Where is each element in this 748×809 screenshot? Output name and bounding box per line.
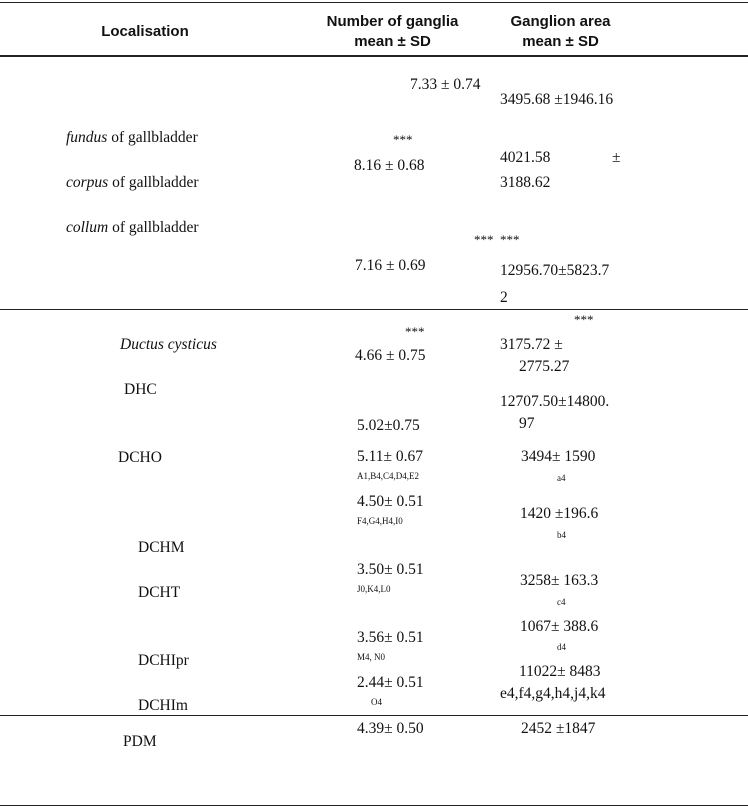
pdm-num: 4.39± 0.50 (357, 720, 424, 737)
dchm-num: 4.50± 0.51 (357, 493, 424, 510)
label-pdm: PDM (123, 733, 157, 750)
gallbladder-num-1: 7.33 ± 0.74 (410, 76, 481, 93)
header-localisation: Localisation (101, 23, 189, 40)
label-collum: collum of gallbladder (66, 219, 199, 236)
cysticus-num: 4.66 ± 0.75 (355, 347, 426, 364)
gallbladder-area-1: 3495.68 ±1946.16 (500, 91, 614, 108)
label-dchipr: DCHIpr (138, 652, 189, 669)
dcho-area-sup: a4 (557, 473, 566, 483)
label-dchm: DCHM (138, 539, 185, 556)
label-dcht: DCHT (138, 584, 181, 601)
dcho-num: 5.11± 0.67 (357, 448, 424, 465)
gallbladder-area-stars-3: *** (500, 232, 520, 247)
gallbladder-num-2: 8.16 ± 0.68 (354, 157, 425, 174)
cysticus-num-stars: *** (405, 324, 425, 339)
dchipr-num-sup: M4, N0 (357, 652, 386, 662)
dchm-area: 1420 ±196.6 (520, 505, 599, 522)
dhc-area-a: 12707.50±14800. (500, 393, 610, 410)
dchm-area-sup: b4 (557, 530, 566, 540)
gallbladder-num-stars-3: *** (474, 232, 494, 247)
gallbladder-rule (0, 309, 748, 310)
dcht-num: 3.50± 0.51 (357, 561, 424, 578)
dchim-area: 11022± 8483 (519, 663, 601, 680)
bottom-rule (0, 805, 748, 806)
dcht-area: 3258± 163.3 (520, 572, 599, 589)
dcho-num-sup: A1,B4,C4,D4,E2 (357, 471, 420, 481)
gallbladder-num-3: 7.16 ± 0.69 (355, 257, 426, 274)
dcho-area: 3494± 1590 (521, 448, 596, 465)
label-ductus-cysticus: Ductus cysticus (120, 336, 217, 353)
dchim-num-sup: O4 (371, 697, 382, 707)
gallbladder-area-3a: 12956.70±5823.7 (500, 262, 610, 279)
label-fundus: fundus of gallbladder (66, 129, 198, 146)
dchipr-area: 1067± 388.6 (520, 618, 599, 635)
dcht-area-sup: c4 (557, 597, 566, 607)
dhc-area-b: 97 (519, 415, 535, 432)
gallbladder-area-2a: 4021.58 (500, 149, 551, 166)
dchim-area-sup: e4,f4,g4,h4,j4,k4 (500, 685, 606, 702)
label-dhc: DHC (124, 381, 157, 398)
gallbladder-area-3b: 2 (500, 289, 508, 306)
dchipr-num: 3.56± 0.51 (357, 629, 424, 646)
header-ganglion-area: Ganglion area mean ± SD (510, 13, 611, 50)
dchm-num-sup: F4,G4,H4,I0 (357, 516, 403, 526)
dcht-num-sup: J0,K4,L0 (357, 584, 391, 594)
ducts-rule (0, 715, 748, 716)
header-rule (0, 55, 748, 57)
pdm-area: 2452 ±1847 (521, 720, 596, 737)
dhc-num: 5.02±0.75 (357, 417, 420, 434)
gallbladder-num-stars-1: *** (393, 132, 413, 147)
label-dchim: DCHIm (138, 697, 188, 714)
dchipr-area-sup: d4 (557, 642, 566, 652)
cysticus-area-stars: *** (574, 312, 594, 327)
label-corpus: corpus of gallbladder (66, 174, 199, 191)
top-rule (0, 2, 748, 3)
cysticus-area-b: 2775.27 (519, 358, 570, 375)
gallbladder-area-2c: 3188.62 (500, 174, 551, 191)
dchim-num: 2.44± 0.51 (357, 674, 424, 691)
gallbladder-area-2b: ± (612, 149, 621, 166)
label-dcho: DCHO (118, 449, 162, 466)
header-number-of-ganglia: Number of ganglia mean ± SD (326, 13, 459, 50)
cysticus-area-a: 3175.72 ± (500, 336, 563, 353)
